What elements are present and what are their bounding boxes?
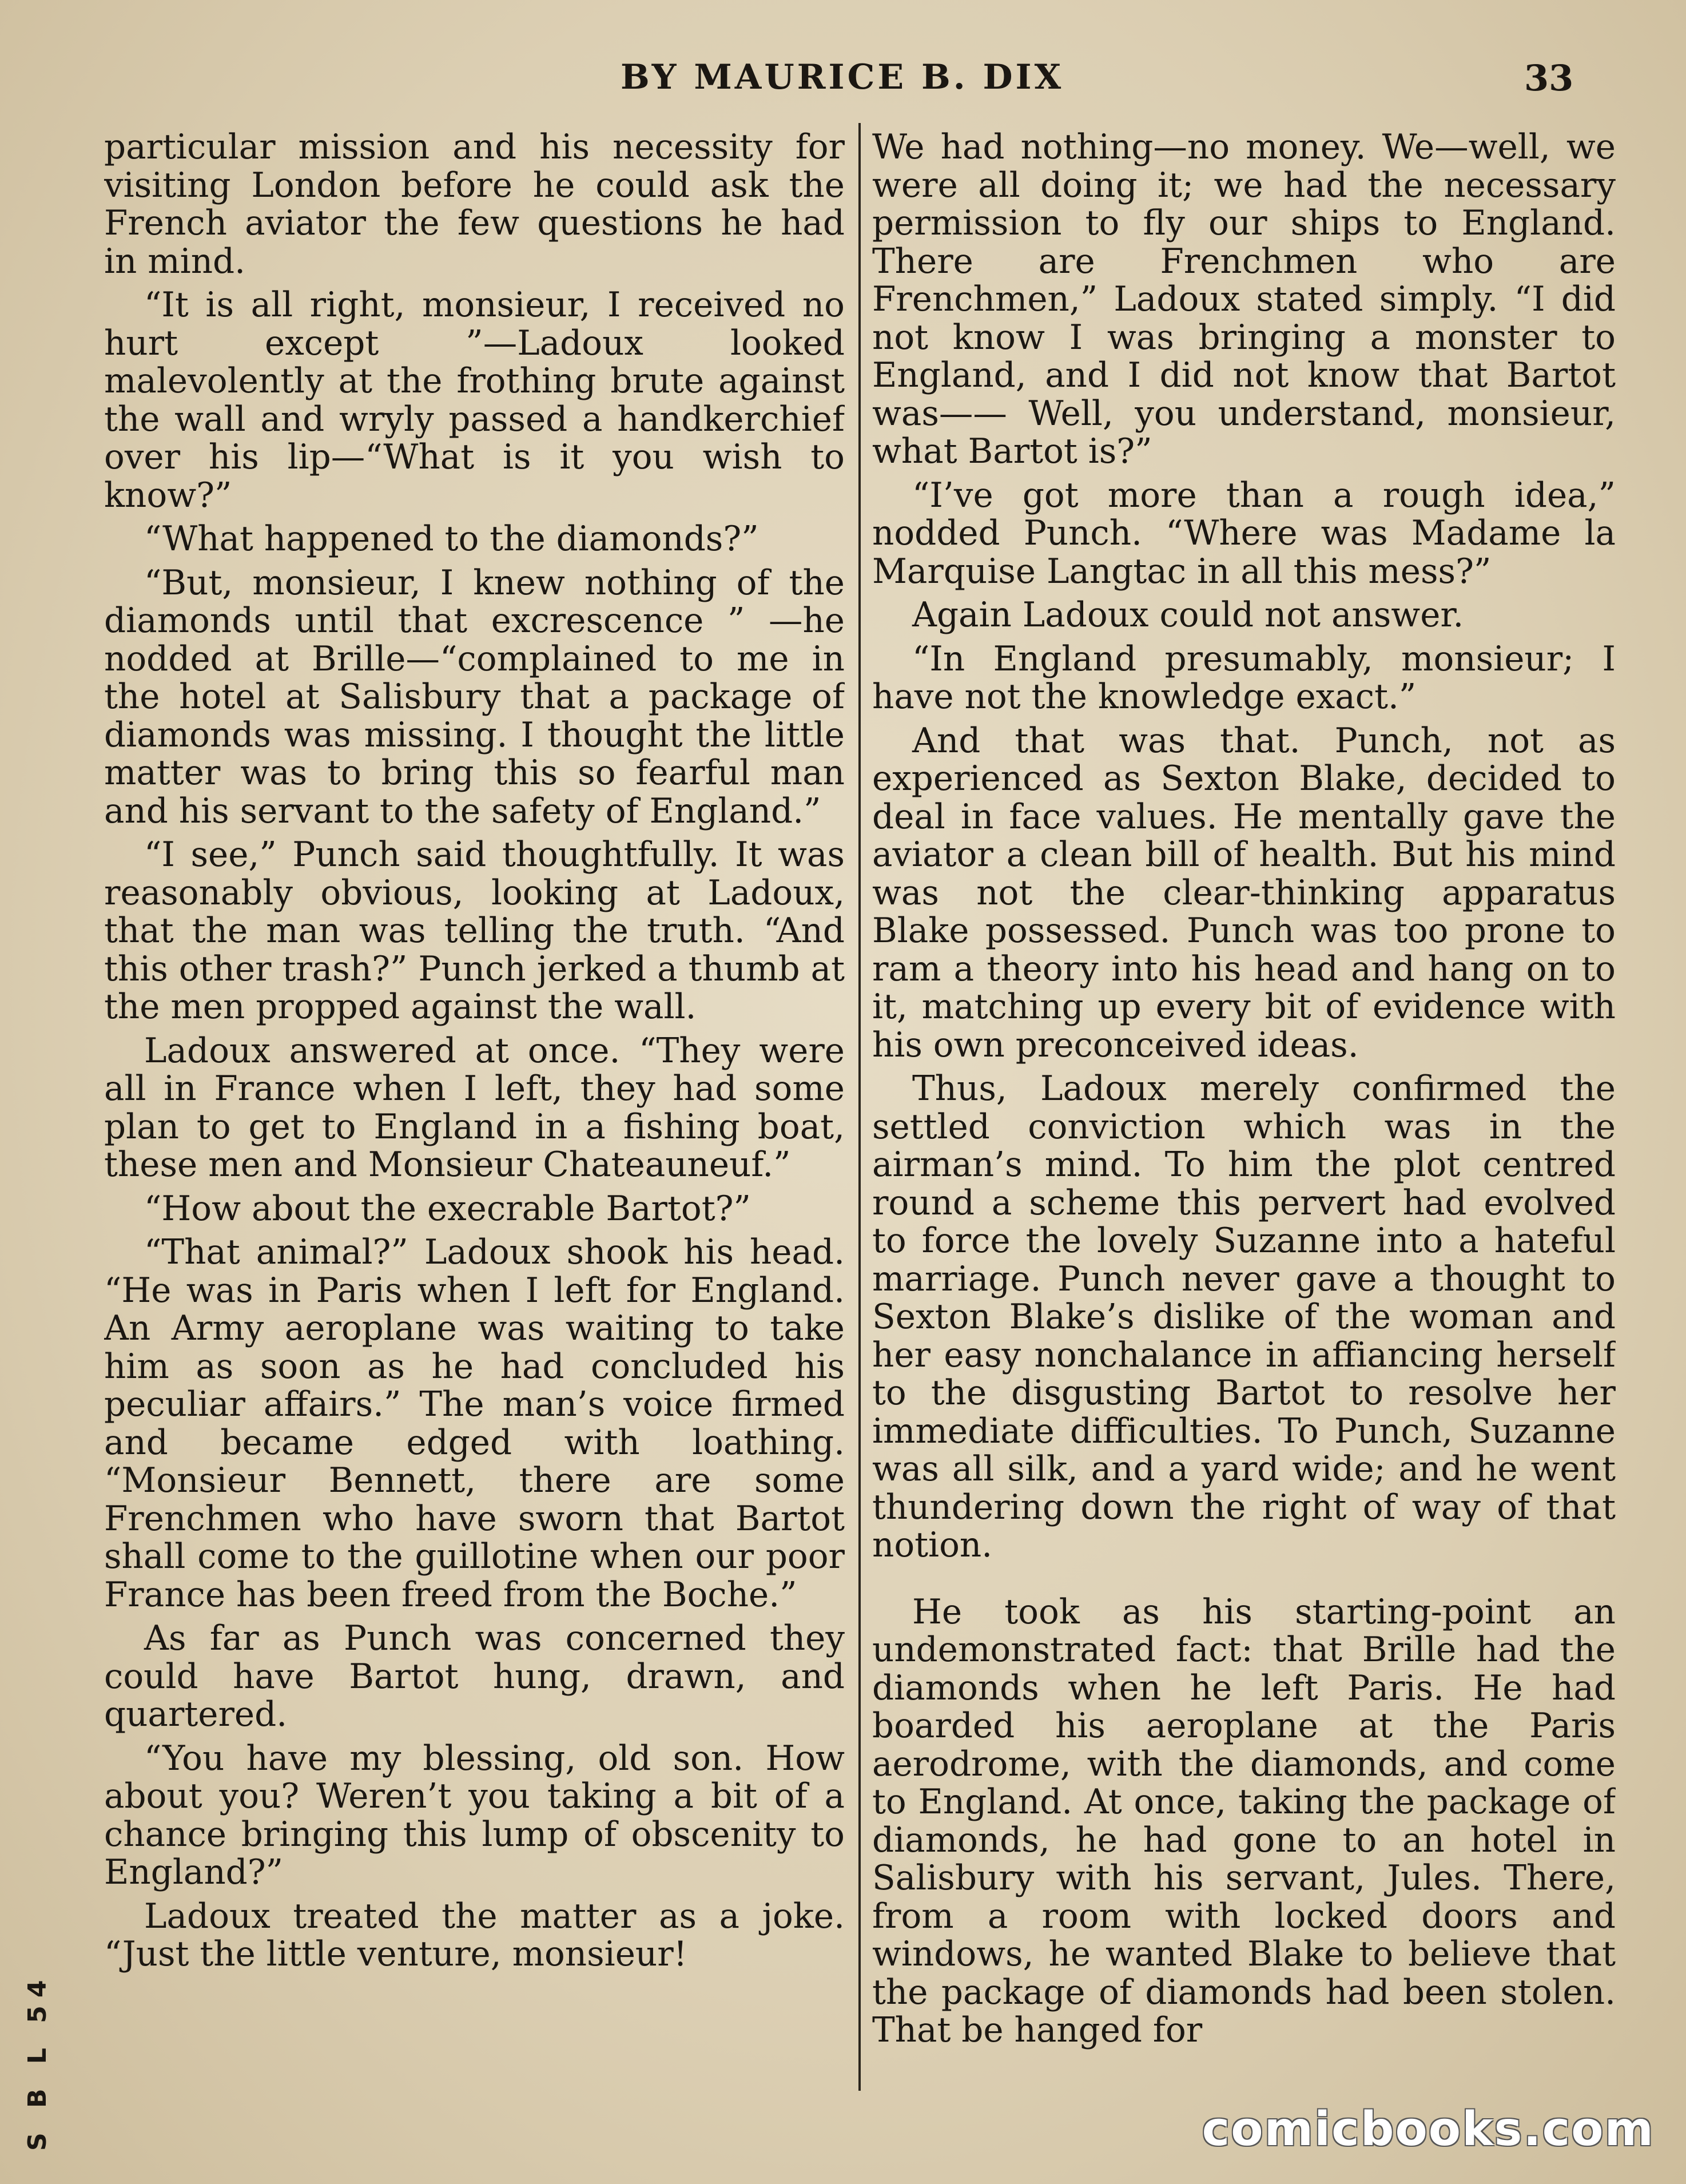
paragraph: Thus, Ladoux merely confirmed the settled conviction which was in the airman’s mind. To him the plot centred round a scheme this pervert had evolved to force the lovely Suzanne into a hateful marriage. Punch never gave a thought to Sexton Blake’s dislike of the woman and her easy nonchalance in affiancing herself to the disgusting Bartot to resolve her immediate difficulties. To Punch, Suzanne was all silk, and a yard wide; and he went thundering down the right of way of that notion. [872,1069,1616,1565]
paragraph: “You have my blessing, old son. How about you? Weren’t you taking a bit of a chance bringing this lump of obscenity to England?” [104,1738,845,1892]
paragraph: “I see,” Punch said thoughtfully. It was reasonably obvious, looking at Ladoux, that the man was telling the truth. “And this other trash?” Punch jerked a thumb at the men propped against the wall. [104,835,845,1027]
paragraph: We had nothing—no money. We—well, we were all doing it; we had the necessary permission to fly our ships to England. There are Frenchmen who are Frenchmen,” Ladoux stated simply. “I did not know I was bringing a monster to England, and I did not know that Bartot was—— Well, you understand, monsieur, what Bartot is?” [872,129,1616,471]
running-title: BY MAURICE B. DIX [621,57,1064,97]
watermark: comicbooks.com [1202,2102,1655,2157]
paragraph: And that was that. Punch, not as experienced as Sexton Blake, decided to deal in face values. He mentally gave the aviator a clean bill of health. But his mind was not the clear-thinking apparatus Blake possessed. Punch was too prone to ram a theory into his head and hang on to it, matching up every bit of evidence with his own preconceived ideas. [872,721,1616,1065]
paragraph: particular mission and his necessity for visiting London before he could ask the French aviator the few questions he had in mind. [104,129,845,281]
paragraph: “But, monsieur, I knew nothing of the diamonds until that excrescence ” —he nodded at Brille—“complained to me in the hotel at Salisbury that a package of diamonds was missing. I thought the little matter was to bring this so fearful man and his servant to the safety of England.” [104,563,845,831]
paragraph: As far as Punch was concerned they could have Bartot hung, drawn, and quartered. [104,1619,845,1734]
paragraph: “I’ve got more than a rough idea,” nodded Punch. “Where was Madame la Marquise Langtac in all this mess?” [872,475,1616,591]
paragraph: Again Ladoux could not answer. [912,595,1464,635]
paragraph: “How about the execrable Bartot?” [144,1189,751,1229]
column-divider [858,123,861,2091]
paragraph: “In England presumably, monsieur; I have not the knowledge exact.” [872,639,1616,717]
paragraph: Ladoux treated the matter as a joke. “Just the little venture, monsieur! [104,1896,845,1974]
paragraph: He took as his starting-point an undemonstrated fact: that Brille had the diamonds when he left Paris. He had boarded his aeroplane at the Paris aerodrome, with the diamonds, and come to England. At once, taking the package of diamonds, he had gone to an hotel in Salisbury with his servant, Jules. There, from a room with locked doors and windows, he wanted Blake to believe that the package of diamonds had been stolen. That be hanged for [872,1592,1616,2050]
side-code: S B L 54 [23,1972,52,2151]
paragraph: Ladoux answered at once. “They were all in France when I left, they had some plan to get to England in a fishing boat, these men and Monsieur Chateauneuf.” [104,1031,845,1185]
left-column [104,129,845,2114]
page-number: 33 [1524,57,1574,99]
right-column [872,129,1616,2114]
paragraph: “What happened to the diamonds?” [144,519,759,559]
paragraph: “That animal?” Ladoux shook his head. “He was in Paris when I left for England. An Army aeroplane was waiting to take him as soon as he had concluded his peculiar affairs.” The man’s voice firmed and became edged with loathing. “Monsieur Bennett, there are some Frenchmen who have sworn that Bartot shall come to the guillotine when our poor France has been freed from the Boche.” [104,1233,845,1615]
paragraph: “It is all right, monsieur, I received no hurt except ”—Ladoux looked malevolently at the frothing brute against the wall and wryly passed a handkerchief over his lip—“What is it you wish to know?” [104,285,845,515]
